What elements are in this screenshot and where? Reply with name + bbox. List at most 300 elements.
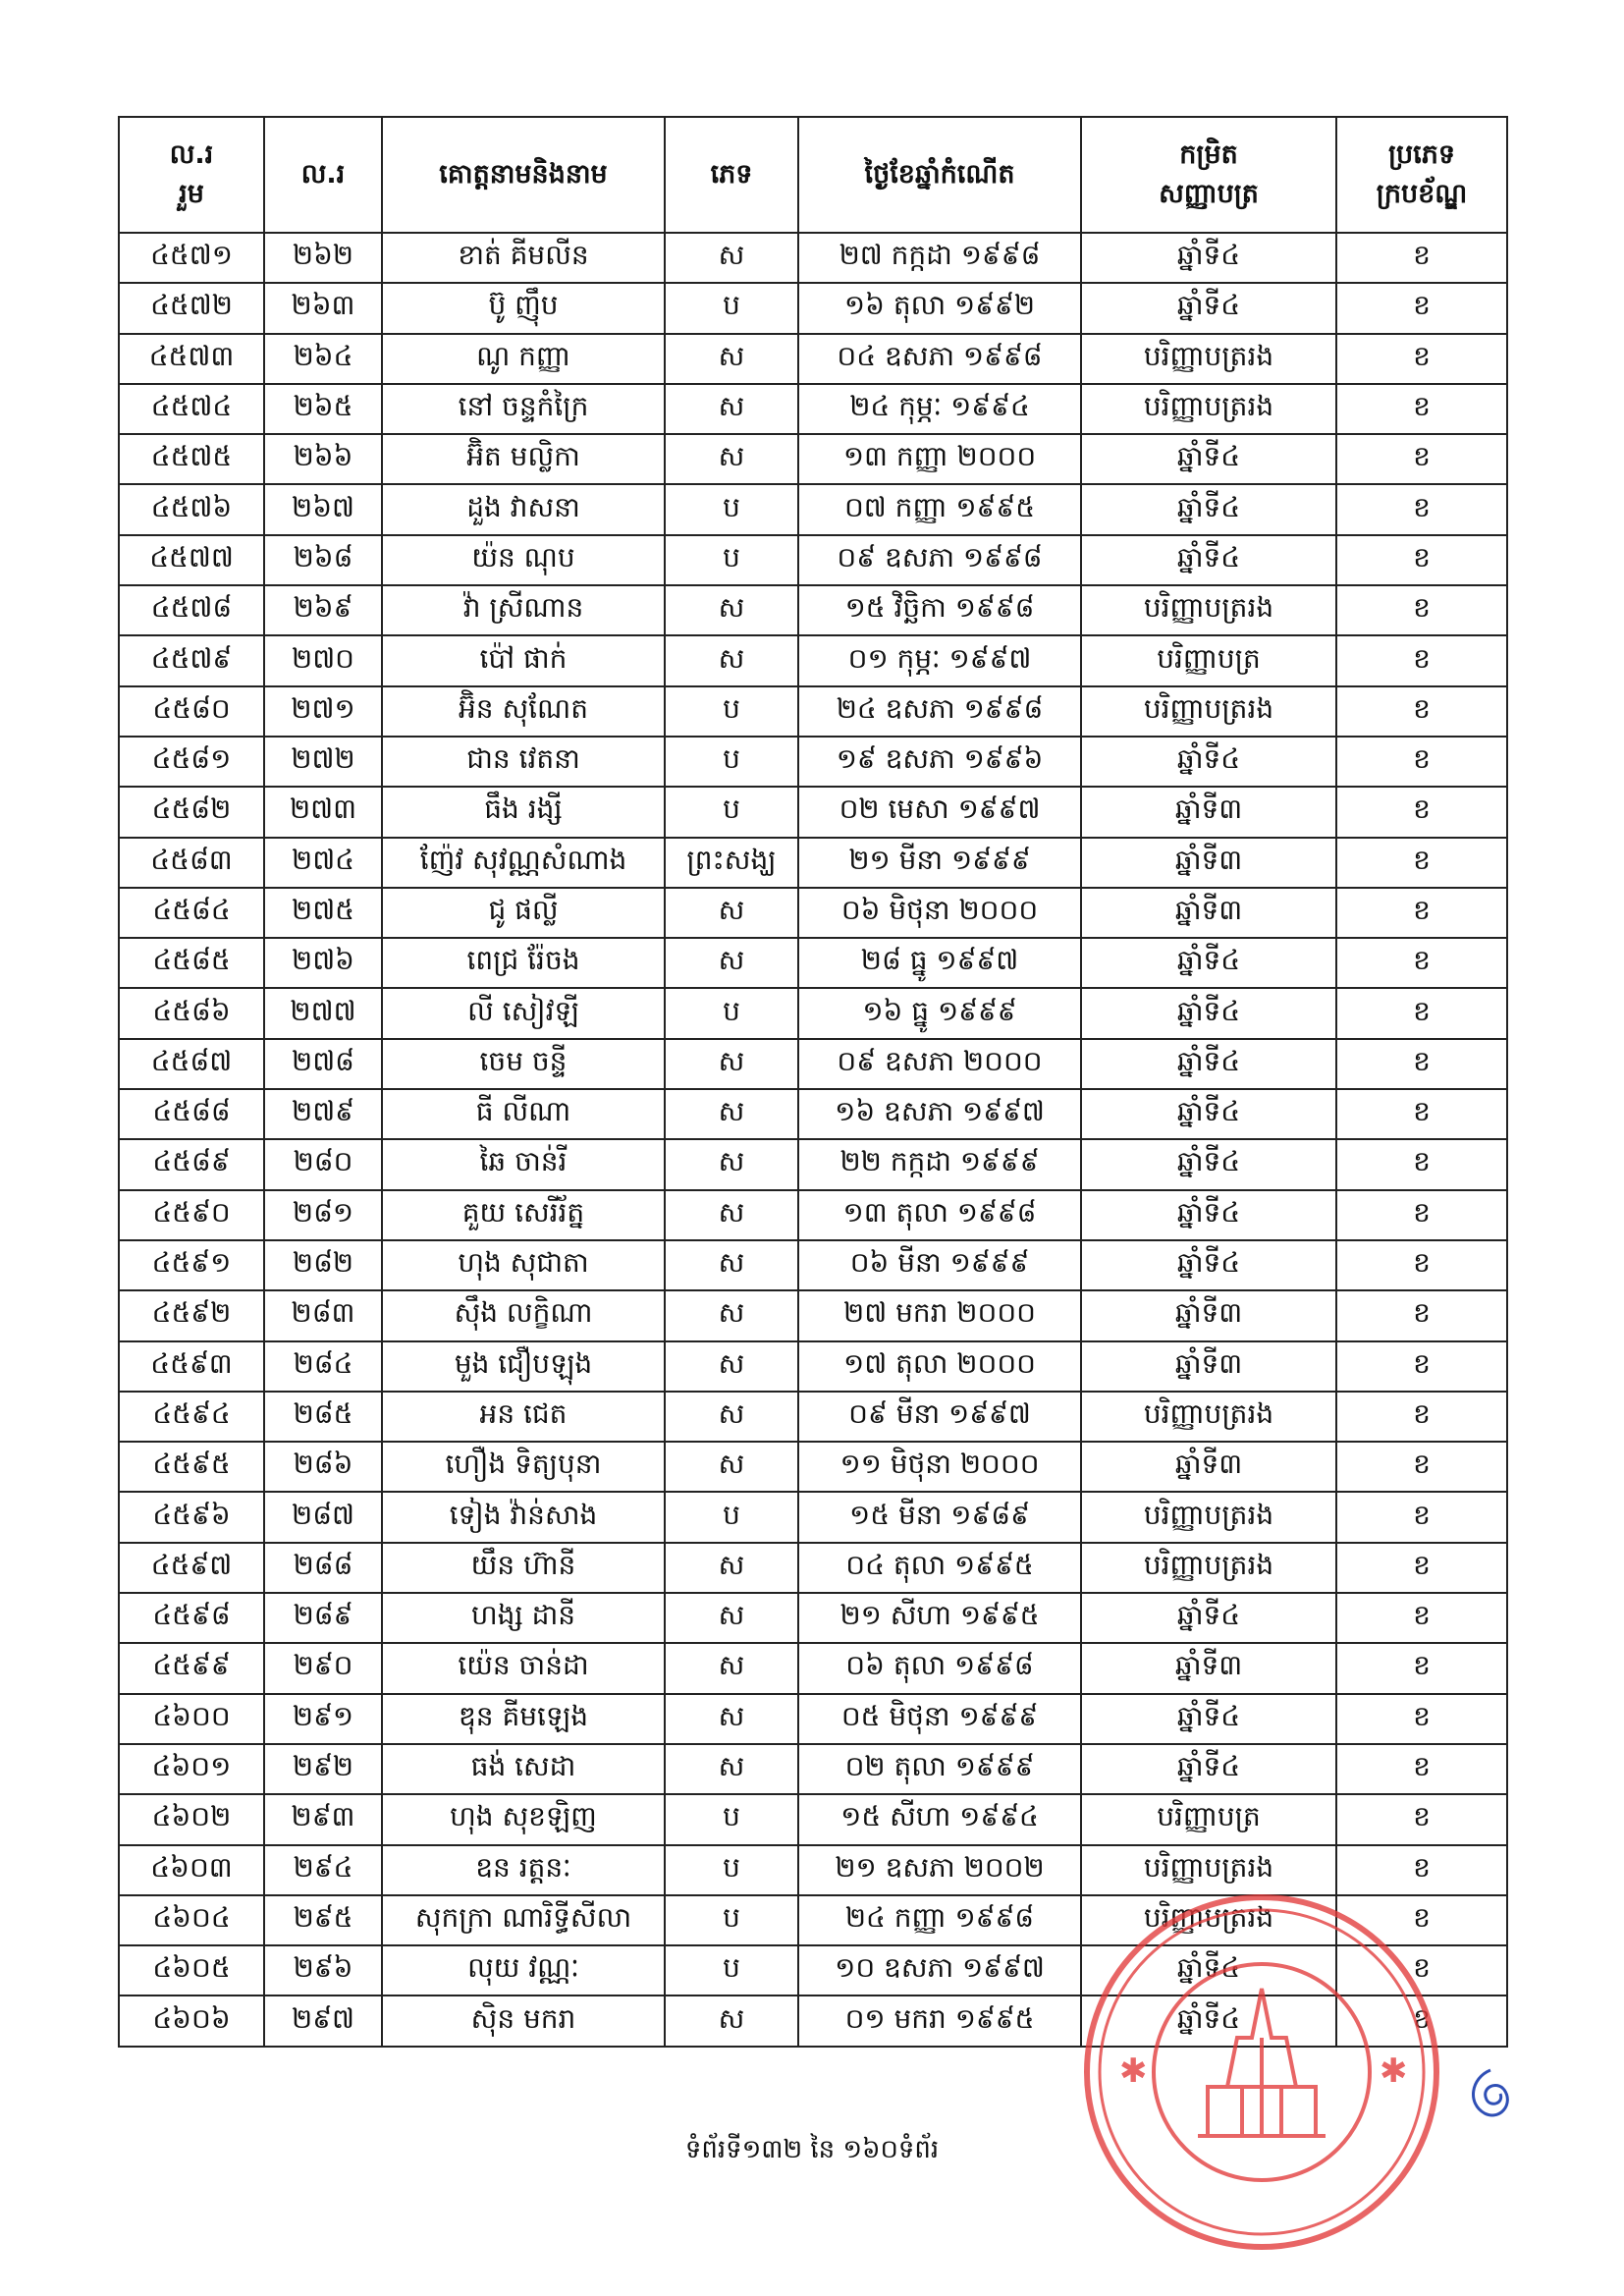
cell-sex: ស bbox=[665, 1089, 798, 1139]
cell-category: ខ bbox=[1336, 938, 1507, 988]
cell-total-no: ៤៥៨២ bbox=[119, 787, 264, 837]
cell-category: ខ bbox=[1336, 1392, 1507, 1442]
cell-total-no: ៤៥៨៩ bbox=[119, 1139, 264, 1189]
cell-category: ខ bbox=[1336, 787, 1507, 837]
cell-name: ជូ ផល្លី bbox=[382, 888, 665, 938]
roster-table bbox=[118, 116, 1508, 2048]
cell-no: ២៦៥ bbox=[264, 384, 382, 434]
cell-no: ២៩២ bbox=[264, 1744, 382, 1794]
cell-dob: ០២ តុលា ១៩៩៩ bbox=[798, 1744, 1081, 1794]
official-seal-stamp bbox=[1080, 1890, 1443, 2254]
cell-level: បរិញ្ញាបត្ររង bbox=[1081, 384, 1336, 434]
cell-dob: ០៩ មីនា ១៩៩៧ bbox=[798, 1392, 1081, 1442]
cell-dob: ០៩ ឧសភា ១៩៩៨ bbox=[798, 535, 1081, 585]
cell-name: ឆៃ ចាន់រី bbox=[382, 1139, 665, 1189]
table-row bbox=[119, 334, 1507, 384]
cell-category: ខ bbox=[1336, 1139, 1507, 1189]
table-row bbox=[119, 1341, 1507, 1392]
cell-sex: ប bbox=[665, 737, 798, 787]
cell-sex: ស bbox=[665, 1341, 798, 1392]
cell-level: ឆ្នាំទី៤ bbox=[1081, 1190, 1336, 1240]
cell-no: ២៨៨ bbox=[264, 1543, 382, 1593]
cell-name: ខាត់ គីមលីន bbox=[382, 233, 665, 283]
cell-sex: ស bbox=[665, 888, 798, 938]
cell-no: ២៨៥ bbox=[264, 1392, 382, 1442]
cell-sex: ស bbox=[665, 1039, 798, 1089]
cell-total-no: ៤៥៩៨ bbox=[119, 1593, 264, 1643]
cell-category: ខ bbox=[1336, 988, 1507, 1038]
table-row bbox=[119, 1139, 1507, 1189]
cell-level: ឆ្នាំទី៤ bbox=[1081, 283, 1336, 333]
cell-name: ស៊ិន មករា bbox=[382, 1995, 665, 2046]
cell-total-no: ៤៦០៤ bbox=[119, 1895, 264, 1945]
cell-sex: ស bbox=[665, 1290, 798, 1340]
cell-level: បរិញ្ញាបត្រ bbox=[1081, 635, 1336, 685]
cell-dob: ១៩ ឧសភា ១៩៩៦ bbox=[798, 737, 1081, 787]
cell-total-no: ៤៥៩៥ bbox=[119, 1442, 264, 1492]
cell-no: ២៩៥ bbox=[264, 1895, 382, 1945]
page-footer: ទំព័រទី១៣២ នៃ ១៦០ទំព័រ bbox=[684, 2135, 940, 2164]
cell-no: ២៩៤ bbox=[264, 1845, 382, 1895]
cell-no: ២៧៧ bbox=[264, 988, 382, 1038]
cell-category: ខ bbox=[1336, 434, 1507, 484]
cell-sex: ស bbox=[665, 1543, 798, 1593]
cell-dob: ២២ កក្កដា ១៩៩៩ bbox=[798, 1139, 1081, 1189]
table-row bbox=[119, 1290, 1507, 1340]
cell-category: ខ bbox=[1336, 1744, 1507, 1794]
cell-sex: ស bbox=[665, 1744, 798, 1794]
cell-dob: ០៤ ឧសភា ១៩៩៨ bbox=[798, 334, 1081, 384]
table-row bbox=[119, 888, 1507, 938]
cell-name: ប៉ៅ ផាក់ bbox=[382, 635, 665, 685]
cell-category: ខ bbox=[1336, 1945, 1507, 1995]
cell-sex: ស bbox=[665, 1240, 798, 1290]
cell-level: ឆ្នាំទី៣ bbox=[1081, 1442, 1336, 1492]
cell-name: វ៉ា ស្រីណាន bbox=[382, 585, 665, 635]
cell-total-no: ៤៦០០ bbox=[119, 1694, 264, 1744]
cell-dob: ១៣ កញ្ញា ២០០០ bbox=[798, 434, 1081, 484]
cell-total-no: ៤៥៧៣ bbox=[119, 334, 264, 384]
table-row bbox=[119, 1240, 1507, 1290]
cell-name: ហឿង ទិត្យបុនា bbox=[382, 1442, 665, 1492]
cell-name: ប៊ូ ញ៉ឹប bbox=[382, 283, 665, 333]
cell-no: ២៩០ bbox=[264, 1643, 382, 1693]
cell-sex: ស bbox=[665, 635, 798, 685]
cell-no: ២៩៧ bbox=[264, 1995, 382, 2046]
cell-name: ដួង វាសនា bbox=[382, 484, 665, 534]
cell-no: ២៨៦ bbox=[264, 1442, 382, 1492]
cell-dob: ១៣ តុលា ១៩៩៨ bbox=[798, 1190, 1081, 1240]
cell-name: ឧន រត្តនៈ bbox=[382, 1845, 665, 1895]
cell-category: ខ bbox=[1336, 283, 1507, 333]
cell-total-no: ៤៥៧៩ bbox=[119, 635, 264, 685]
cell-total-no: ៤៥៩៣ bbox=[119, 1341, 264, 1392]
cell-no: ២៧៤ bbox=[264, 838, 382, 888]
cell-no: ២៨៣ bbox=[264, 1290, 382, 1340]
cell-no: ២៦២ bbox=[264, 233, 382, 283]
cell-level: ឆ្នាំទី៤ bbox=[1081, 233, 1336, 283]
table-row bbox=[119, 1392, 1507, 1442]
cell-dob: ០៥ មិថុនា ១៩៩៩ bbox=[798, 1694, 1081, 1744]
svg-text:✱: ✱ bbox=[1380, 2051, 1408, 2091]
cell-dob: ០៦ តុលា ១៩៩៨ bbox=[798, 1643, 1081, 1693]
cell-category: ខ bbox=[1336, 1190, 1507, 1240]
table-row bbox=[119, 988, 1507, 1038]
cell-no: ២៧៣ bbox=[264, 787, 382, 837]
cell-no: ២៦៩ bbox=[264, 585, 382, 635]
cell-category: ខ bbox=[1336, 1089, 1507, 1139]
cell-total-no: ៤៥៧៦ bbox=[119, 484, 264, 534]
table-row bbox=[119, 737, 1507, 787]
cell-name: សុកក្រា ណារិទ្ធីសីលា bbox=[382, 1895, 665, 1945]
table-row bbox=[119, 535, 1507, 585]
cell-name: យ៉េន ចាន់ដា bbox=[382, 1643, 665, 1693]
cell-total-no: ៤៥៨៥ bbox=[119, 938, 264, 988]
table-row bbox=[119, 434, 1507, 484]
cell-no: ២៦៣ bbox=[264, 283, 382, 333]
header-dob: ថ្ងៃខែឆ្នាំកំណើត bbox=[798, 117, 1081, 233]
cell-total-no: ៤៥៩១ bbox=[119, 1240, 264, 1290]
cell-sex: ប bbox=[665, 484, 798, 534]
cell-level: បរិញ្ញាបត្ររង bbox=[1081, 1392, 1336, 1442]
cell-name: ឌុន គីមឡេង bbox=[382, 1694, 665, 1744]
table-row bbox=[119, 1794, 1507, 1844]
cell-dob: ២៧ មករា ២០០០ bbox=[798, 1290, 1081, 1340]
table-row bbox=[119, 1845, 1507, 1895]
cell-name: គួយ សេរីរ័ត្ន bbox=[382, 1190, 665, 1240]
cell-no: ២៧០ bbox=[264, 635, 382, 685]
cell-no: ២៨៧ bbox=[264, 1492, 382, 1542]
cell-level: ឆ្នាំទី៤ bbox=[1081, 1139, 1336, 1189]
cell-sex: ស bbox=[665, 1190, 798, 1240]
cell-category: ខ bbox=[1336, 635, 1507, 685]
cell-dob: ០៤ តុលា ១៩៩៥ bbox=[798, 1543, 1081, 1593]
header-sex: ភេទ bbox=[665, 117, 798, 233]
cell-category: ខ bbox=[1336, 1845, 1507, 1895]
cell-dob: ២៤ ឧសភា ១៩៩៨ bbox=[798, 686, 1081, 737]
cell-name: ធី លីណា bbox=[382, 1089, 665, 1139]
cell-category: ខ bbox=[1336, 1694, 1507, 1744]
cell-category: ខ bbox=[1336, 334, 1507, 384]
cell-name: ធង់ សេដា bbox=[382, 1744, 665, 1794]
cell-sex: ប bbox=[665, 1492, 798, 1542]
cell-category: ខ bbox=[1336, 1593, 1507, 1643]
cell-level: បរិញ្ញាបត្ររង bbox=[1081, 334, 1336, 384]
table-row bbox=[119, 1543, 1507, 1593]
cell-category: ខ bbox=[1336, 1995, 1507, 2046]
signature-initial bbox=[1461, 2064, 1520, 2123]
cell-name: មួង ជឿបឡុង bbox=[382, 1341, 665, 1392]
cell-dob: ២១ សីហា ១៩៩៥ bbox=[798, 1593, 1081, 1643]
cell-dob: ២៤ កញ្ញា ១៩៩៨ bbox=[798, 1895, 1081, 1945]
cell-dob: ២១ មីនា ១៩៩៩ bbox=[798, 838, 1081, 888]
header-no: ល.រ bbox=[264, 117, 382, 233]
cell-category: ខ bbox=[1336, 1794, 1507, 1844]
cell-total-no: ៤៥៩០ bbox=[119, 1190, 264, 1240]
cell-sex: ស bbox=[665, 434, 798, 484]
cell-sex: ប bbox=[665, 1794, 798, 1844]
table-row bbox=[119, 384, 1507, 434]
cell-level: ឆ្នាំទី៣ bbox=[1081, 838, 1336, 888]
cell-sex: ព្រះសង្ឃ bbox=[665, 838, 798, 888]
cell-category: ខ bbox=[1336, 888, 1507, 938]
cell-name: ហុង សុជាតា bbox=[382, 1240, 665, 1290]
table-row bbox=[119, 1089, 1507, 1139]
cell-sex: ស bbox=[665, 1995, 798, 2046]
table-row bbox=[119, 283, 1507, 333]
cell-dob: ០៩ ឧសភា ២០០០ bbox=[798, 1039, 1081, 1089]
cell-dob: ១៥ មីនា ១៩៨៩ bbox=[798, 1492, 1081, 1542]
table-row bbox=[119, 1039, 1507, 1089]
cell-level: ឆ្នាំទី៣ bbox=[1081, 1290, 1336, 1340]
cell-no: ២៨០ bbox=[264, 1139, 382, 1189]
cell-dob: ២១ ឧសភា ២០០២ bbox=[798, 1845, 1081, 1895]
cell-name: អ៊ិន សុណែត bbox=[382, 686, 665, 737]
cell-category: ខ bbox=[1336, 233, 1507, 283]
cell-category: ខ bbox=[1336, 686, 1507, 737]
cell-sex: ប bbox=[665, 1845, 798, 1895]
cell-dob: ០៦ មីនា ១៩៩៩ bbox=[798, 1240, 1081, 1290]
cell-level: ឆ្នាំទី៤ bbox=[1081, 434, 1336, 484]
cell-sex: ស bbox=[665, 384, 798, 434]
cell-level: បរិញ្ញាបត្ររង bbox=[1081, 686, 1336, 737]
table-row bbox=[119, 585, 1507, 635]
cell-dob: ១០ ឧសភា ១៩៩៧ bbox=[798, 1945, 1081, 1995]
cell-category: ខ bbox=[1336, 535, 1507, 585]
cell-level: បរិញ្ញាបត្ររង bbox=[1081, 1543, 1336, 1593]
cell-dob: ០១ កុម្ភៈ ១៩៩៧ bbox=[798, 635, 1081, 685]
cell-dob: ១១ មិថុនា ២០០០ bbox=[798, 1442, 1081, 1492]
cell-dob: ២៤ កុម្ភៈ ១៩៩៤ bbox=[798, 384, 1081, 434]
cell-category: ខ bbox=[1336, 838, 1507, 888]
cell-sex: ស bbox=[665, 1442, 798, 1492]
cell-name: ចេម ចន្ទី bbox=[382, 1039, 665, 1089]
header-category: ប្រភេទ ក្របខ័ណ្ឌ bbox=[1336, 117, 1507, 233]
cell-level: ឆ្នាំទី៤ bbox=[1081, 1744, 1336, 1794]
cell-name: ហុង សុខឡិញ bbox=[382, 1794, 665, 1844]
cell-total-no: ៤៥៩៦ bbox=[119, 1492, 264, 1542]
cell-total-no: ៤៥៩៧ bbox=[119, 1543, 264, 1593]
cell-total-no: ៤៥៧៨ bbox=[119, 585, 264, 635]
cell-name: ស៊ឹង លក្ខិណា bbox=[382, 1290, 665, 1340]
cell-total-no: ៤៥៨៨ bbox=[119, 1089, 264, 1139]
table-body bbox=[119, 233, 1507, 2047]
cell-no: ២៩៦ bbox=[264, 1945, 382, 1995]
cell-dob: ០២ មេសា ១៩៩៧ bbox=[798, 787, 1081, 837]
cell-total-no: ៤៥៨៣ bbox=[119, 838, 264, 888]
cell-category: ខ bbox=[1336, 585, 1507, 635]
cell-no: ២៦៨ bbox=[264, 535, 382, 585]
cell-level: ឆ្នាំទី៤ bbox=[1081, 1593, 1336, 1643]
cell-sex: ស bbox=[665, 1392, 798, 1442]
cell-name: ធឹង រង្សី bbox=[382, 787, 665, 837]
cell-level: ឆ្នាំទី៤ bbox=[1081, 1945, 1336, 1995]
cell-sex: ប bbox=[665, 787, 798, 837]
cell-no: ២៧៩ bbox=[264, 1089, 382, 1139]
cell-name: ហង្ស ដានី bbox=[382, 1593, 665, 1643]
cell-level: បរិញ្ញាបត្រ bbox=[1081, 1794, 1336, 1844]
table-row bbox=[119, 838, 1507, 888]
cell-total-no: ៤៥៧១ bbox=[119, 233, 264, 283]
temple-emblem-icon bbox=[1198, 1989, 1326, 2136]
cell-name: លី សៀវឡី bbox=[382, 988, 665, 1038]
cell-category: ខ bbox=[1336, 1895, 1507, 1945]
table-row bbox=[119, 1190, 1507, 1240]
cell-no: ២៧៦ bbox=[264, 938, 382, 988]
cell-no: ២៦៦ bbox=[264, 434, 382, 484]
cell-no: ២៨៩ bbox=[264, 1593, 382, 1643]
cell-level: បរិញ្ញាបត្ររង bbox=[1081, 1845, 1336, 1895]
table-row bbox=[119, 635, 1507, 685]
table-row bbox=[119, 1744, 1507, 1794]
table-row bbox=[119, 1593, 1507, 1643]
cell-level: ឆ្នាំទី៣ bbox=[1081, 1341, 1336, 1392]
cell-no: ២៦៤ bbox=[264, 334, 382, 384]
cell-name: យ៉ន ណុប bbox=[382, 535, 665, 585]
cell-category: ខ bbox=[1336, 1039, 1507, 1089]
cell-level: ឆ្នាំទី៣ bbox=[1081, 1643, 1336, 1693]
cell-sex: ស bbox=[665, 585, 798, 635]
cell-no: ២៦៧ bbox=[264, 484, 382, 534]
cell-no: ២៩៣ bbox=[264, 1794, 382, 1844]
cell-name: ទៀង វ៉ាន់សាង bbox=[382, 1492, 665, 1542]
cell-category: ខ bbox=[1336, 1240, 1507, 1290]
cell-name: ជាន វេតនា bbox=[382, 737, 665, 787]
cell-level: ឆ្នាំទី៤ bbox=[1081, 988, 1336, 1038]
table-row bbox=[119, 484, 1507, 534]
cell-no: ២៧១ bbox=[264, 686, 382, 737]
cell-total-no: ៤៥៩៤ bbox=[119, 1392, 264, 1442]
cell-dob: ២៨ ធ្នូ ១៩៩៧ bbox=[798, 938, 1081, 988]
table-header bbox=[119, 117, 1507, 233]
cell-dob: ១៦ តុលា ១៩៩២ bbox=[798, 283, 1081, 333]
cell-sex: ប bbox=[665, 988, 798, 1038]
cell-total-no: ៤៥៨០ bbox=[119, 686, 264, 737]
cell-level: ឆ្នាំទី៣ bbox=[1081, 787, 1336, 837]
cell-category: ខ bbox=[1336, 384, 1507, 434]
cell-level: បរិញ្ញាបត្ររង bbox=[1081, 1492, 1336, 1542]
cell-dob: ១៥ វិច្ឆិកា ១៩៩៨ bbox=[798, 585, 1081, 635]
header-total-no: ល.រ រួម bbox=[119, 117, 264, 233]
cell-total-no: ៤៥៧៤ bbox=[119, 384, 264, 434]
cell-sex: ស bbox=[665, 233, 798, 283]
cell-category: ខ bbox=[1336, 1643, 1507, 1693]
cell-total-no: ៤៦០៦ bbox=[119, 1995, 264, 2046]
cell-dob: ១៦ ឧសភា ១៩៩៧ bbox=[798, 1089, 1081, 1139]
cell-level: ឆ្នាំទី៤ bbox=[1081, 535, 1336, 585]
cell-sex: ប bbox=[665, 1895, 798, 1945]
table-row bbox=[119, 1492, 1507, 1542]
cell-name: អន ជេត bbox=[382, 1392, 665, 1442]
cell-total-no: ៤៥៩២ bbox=[119, 1290, 264, 1340]
cell-no: ២៧៨ bbox=[264, 1039, 382, 1089]
cell-dob: ២៧ កក្កដា ១៩៩៨ bbox=[798, 233, 1081, 283]
cell-sex: ស bbox=[665, 938, 798, 988]
header-name: គោត្តនាមនិងនាម bbox=[382, 117, 665, 233]
cell-level: ឆ្នាំទី៤ bbox=[1081, 1995, 1336, 2046]
cell-total-no: ៤៥៧៥ bbox=[119, 434, 264, 484]
cell-dob: ០១ មករា ១៩៩៥ bbox=[798, 1995, 1081, 2046]
cell-dob: ១៦ ធ្នូ ១៩៩៩ bbox=[798, 988, 1081, 1038]
cell-dob: ១៥ សីហា ១៩៩៤ bbox=[798, 1794, 1081, 1844]
cell-sex: ប bbox=[665, 535, 798, 585]
cell-name: នៅ ចន្ទកំក្រៃ bbox=[382, 384, 665, 434]
cell-sex: ស bbox=[665, 1593, 798, 1643]
table-row bbox=[119, 938, 1507, 988]
table-row bbox=[119, 787, 1507, 837]
cell-no: ២៩១ bbox=[264, 1694, 382, 1744]
cell-no: ២៨៤ bbox=[264, 1341, 382, 1392]
cell-category: ខ bbox=[1336, 737, 1507, 787]
cell-sex: ប bbox=[665, 283, 798, 333]
svg-text:✱: ✱ bbox=[1119, 2051, 1148, 2091]
cell-dob: ១៧ តុលា ២០០០ bbox=[798, 1341, 1081, 1392]
cell-category: ខ bbox=[1336, 484, 1507, 534]
table-row bbox=[119, 1694, 1507, 1744]
cell-sex: ស bbox=[665, 1139, 798, 1189]
cell-no: ២៨២ bbox=[264, 1240, 382, 1290]
cell-category: ខ bbox=[1336, 1492, 1507, 1542]
cell-level: ឆ្នាំទី៤ bbox=[1081, 1694, 1336, 1744]
cell-level: ឆ្នាំទី៤ bbox=[1081, 938, 1336, 988]
cell-total-no: ៤៥៩៩ bbox=[119, 1643, 264, 1693]
cell-sex: ប bbox=[665, 1945, 798, 1995]
cell-dob: ០៦ មិថុនា ២០០០ bbox=[798, 888, 1081, 938]
cell-level: ឆ្នាំទី៣ bbox=[1081, 888, 1336, 938]
cell-total-no: ៤៥៨៤ bbox=[119, 888, 264, 938]
cell-name: ញ៉ែវ សុវណ្ណសំណាង bbox=[382, 838, 665, 888]
cell-total-no: ៤៦០១ bbox=[119, 1744, 264, 1794]
table-row bbox=[119, 686, 1507, 737]
table-row bbox=[119, 233, 1507, 283]
cell-sex: ស bbox=[665, 334, 798, 384]
cell-level: ឆ្នាំទី៤ bbox=[1081, 1240, 1336, 1290]
cell-category: ខ bbox=[1336, 1290, 1507, 1340]
cell-level: ឆ្នាំទី៤ bbox=[1081, 1089, 1336, 1139]
table-row bbox=[119, 1643, 1507, 1693]
cell-name: លុយ វណ្ណៈ bbox=[382, 1945, 665, 1995]
cell-dob: ០៧ កញ្ញា ១៩៩៥ bbox=[798, 484, 1081, 534]
cell-no: ២៧៥ bbox=[264, 888, 382, 938]
cell-sex: ស bbox=[665, 1694, 798, 1744]
cell-category: ខ bbox=[1336, 1341, 1507, 1392]
cell-level: បរិញ្ញាបត្ររង bbox=[1081, 1895, 1336, 1945]
cell-total-no: ៤៥៧៧ bbox=[119, 535, 264, 585]
cell-total-no: ៤៥៧២ bbox=[119, 283, 264, 333]
cell-total-no: ៤៦០៥ bbox=[119, 1945, 264, 1995]
cell-name: ណូ កញ្ញា bbox=[382, 334, 665, 384]
cell-level: ឆ្នាំទី៤ bbox=[1081, 484, 1336, 534]
cell-sex: ប bbox=[665, 686, 798, 737]
cell-name: យឹន ហ៊ានី bbox=[382, 1543, 665, 1593]
cell-sex: ស bbox=[665, 1643, 798, 1693]
cell-total-no: ៤៥៨៦ bbox=[119, 988, 264, 1038]
table-row bbox=[119, 1442, 1507, 1492]
cell-name: ពេជ្រ រ៉ែចង bbox=[382, 938, 665, 988]
cell-total-no: ៤៥៨៧ bbox=[119, 1039, 264, 1089]
header-level: កម្រិត សញ្ញាបត្រ bbox=[1081, 117, 1336, 233]
cell-no: ២៧២ bbox=[264, 737, 382, 787]
cell-category: ខ bbox=[1336, 1543, 1507, 1593]
cell-no: ២៨១ bbox=[264, 1190, 382, 1240]
cell-name: អ៊ិត មល្លិកា bbox=[382, 434, 665, 484]
cell-level: ឆ្នាំទី៤ bbox=[1081, 1039, 1336, 1089]
cell-level: ឆ្នាំទី៤ bbox=[1081, 737, 1336, 787]
cell-level: បរិញ្ញាបត្ររង bbox=[1081, 585, 1336, 635]
cell-total-no: ៤៥៨១ bbox=[119, 737, 264, 787]
cell-total-no: ៤៦០២ bbox=[119, 1794, 264, 1844]
cell-total-no: ៤៦០៣ bbox=[119, 1845, 264, 1895]
